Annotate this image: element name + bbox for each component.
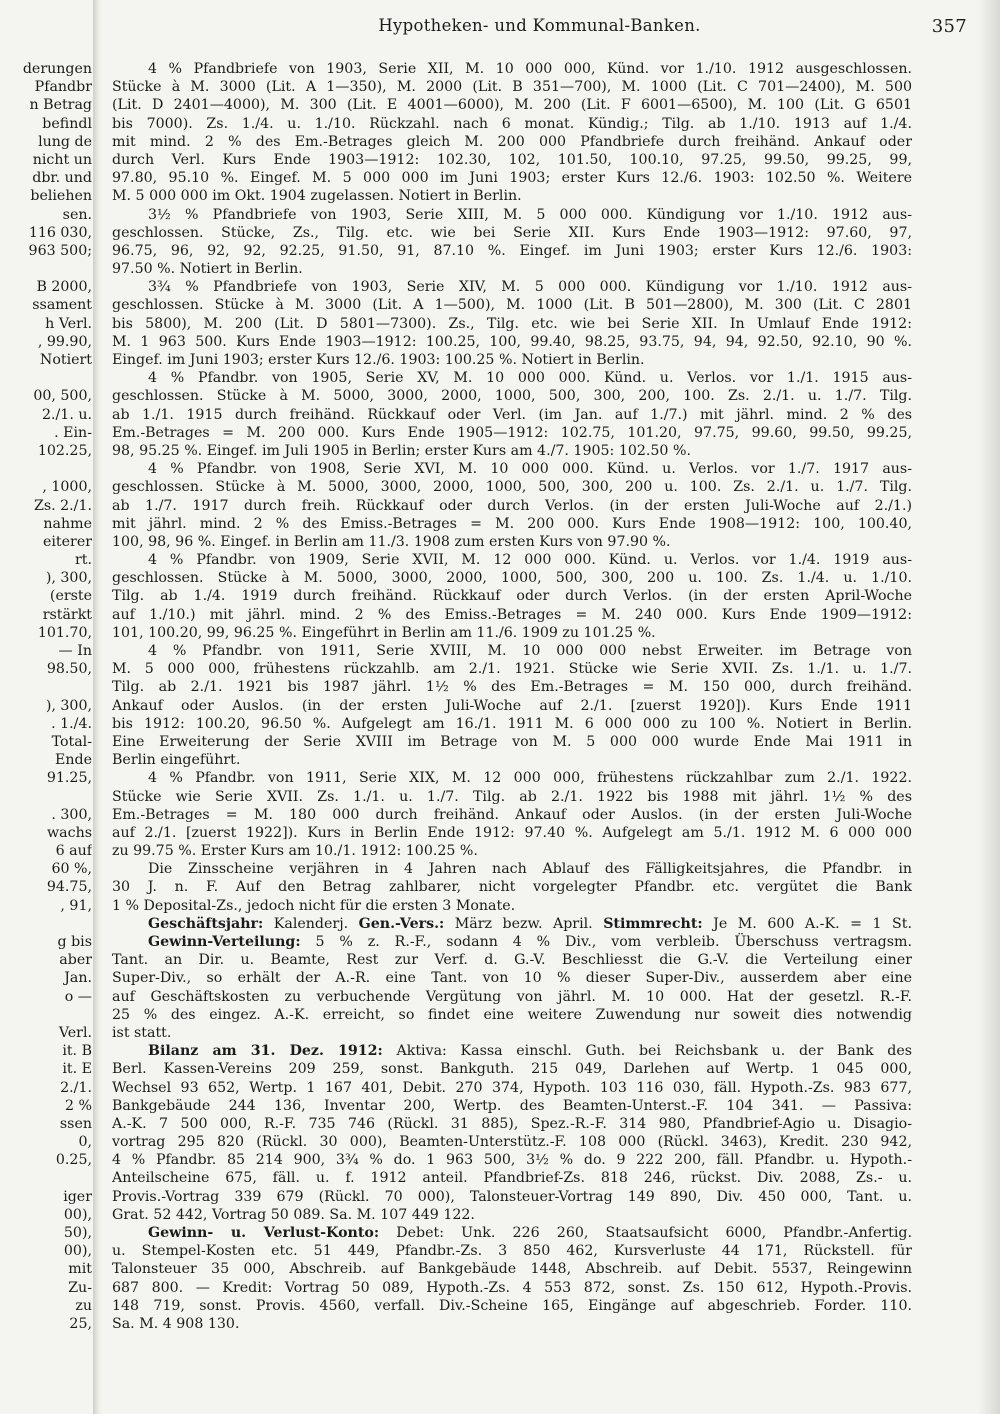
left-fragment-line: 6 auf (55, 843, 92, 860)
left-fragment-line: 50), (63, 1225, 92, 1241)
left-fragment-line: , 91, (60, 897, 92, 914)
text-run: Aktiva: Kassa einschl. Guth. bei Reichsbank u. der Bank des (382, 1043, 912, 1060)
text-line: geschlossen. Stücke à M. 5000, 3000, 2000, 1000, 500, 300, 200, 100. Zs. 2./1. u. 1./7. Tilg. (112, 388, 912, 405)
text-line: 4 % Pfandbr. von 1908, Serie XVI, M. 10 000 000. Künd. u. Verlos. vor 1./7. 1917 aus- (148, 461, 912, 478)
left-fragment-line: 98.50, (46, 661, 92, 678)
left-fragment-line (0, 260, 92, 278)
left-fragment-line: n Betrag (29, 97, 92, 114)
text-line: Die Zinsscheine verjähren in 4 Jahren nach Ablauf des Fälligkeitsjahres, die Pfandbr. in (148, 861, 912, 878)
text-line: Bankgebäude 244 136, Inventar 200, Wertp. des Beamten-Unterst.-F. 104 341. — Passiva: (112, 1097, 912, 1114)
text-line: M. 5 000 000, frühestens rückzahlb. am 2./1. 1921. Stücke wie Serie XVII. Zs. 1./1. u. 1./7. (112, 661, 912, 678)
left-fragment-line: it. B (62, 1043, 92, 1060)
text-line: 3½ % Pfandbriefe von 1903, Serie XIII, M. 5 000 000. Kündigung vor 1./10. 1912 aus- (148, 206, 912, 223)
section-heading: Gewinn- u. Verlust-Konto: (148, 1225, 380, 1241)
text-line: bis 5800), M. 200 (Lit. D 5801—7300). Zs., Tilg. etc. wie bei Serie XII. In Umlauf Ende 1912: (112, 315, 912, 332)
text-line: M. 1 963 500. Kurs Ende 1903—1912: 100.25, 100, 99.40, 98.25, 93.75, 94, 94, 92.50, 92.10, 90 %. (112, 333, 912, 350)
text-line: Em.-Betrages = M. 200 000. Kurs Ende 1905—1912: 102.75, 101.20, 97.75, 99.60, 99.50, 99.25, (112, 424, 912, 441)
text-line: vortrag 295 820 (Rückl. 30 000), Beamten-Unterstütz.-F. 108 000 (Rückl. 3463), Kredit. 230 942, (112, 1134, 912, 1151)
left-fragment-line: Total- (51, 733, 92, 750)
left-fragment-line (0, 1169, 92, 1187)
text-line: Stücke wie Serie XVII. Zs. 1./1. u. 1./7. Tilg. ab 2./1. 1922 bis 1988 mit jährl. 1½ % des (112, 788, 912, 805)
section-heading: Bilanz am 31. Dez. 1912: (148, 1043, 383, 1060)
text-line: M. 5 000 000 im Okt. 1904 zugelassen. Notiert in Berlin. (112, 188, 522, 205)
left-fragment-line (0, 460, 92, 478)
left-fragment-line: 2./1. (60, 1079, 92, 1096)
text-line: mit mind. 2 % des Em.-Betrages gleich M. 200 000 Pfandbriefe durch freihänd. Ankauf oder (112, 133, 912, 150)
text-line: 98, 95.25 %. Eingef. im Juli 1905 in Berlin; erster Kurs am 4./7. 1905: 102.50 %. (112, 442, 691, 459)
left-fragment-line: — In (58, 643, 92, 659)
text-line (112, 933, 912, 951)
left-fragment-line: . Ein- (54, 424, 92, 441)
text-line: 100, 98, 96 %. Eingef. in Berlin am 11./3. 1908 zum ersten Kurs von 97.90 %. (112, 533, 671, 550)
text-line: auf 2./1. [zuerst 1922]). Kurs in Berlin Ende 1912: 97.40 %. Aufgelegt am 5./1. 1912 M. 6 000 000 (112, 824, 912, 841)
text-line: Ankauf oder Auslos. (in der ersten Juli-Woche auf 2./1. [zuerst 1920]). Kurs Ende 1911 (112, 697, 912, 714)
text-line: geschlossen. Stücke à M. 5000, 3000, 2000, 1000, 500, 300, 200 u. 100. Zs. 2./1. u. 1./7. Tilg. (112, 479, 912, 496)
text-line: Talonsteuer 35 000, Abschreib. auf Bankgebäude 1448, Abschreib. auf Debit. 5537, Reingewinn (112, 1261, 912, 1278)
left-fragment-line: 00), (63, 1243, 92, 1260)
text-line: geschlossen. Stücke à M. 3000 (Lit. A 1—500), M. 1000 (Lit. B 501—2800), M. 300 (Lit. C 2801 (112, 297, 912, 314)
left-fragment-line: 00, 500, (33, 388, 92, 405)
left-fragment-line: ), 300, (45, 570, 92, 587)
left-fragment-line: h Verl. (45, 315, 92, 332)
text-line: (Lit. D 2401—4000), M. 300 (Lit. E 4001—6000), M. 200 (Lit. F 6001—6500), M. 100 (Lit. G 6501 (112, 97, 912, 114)
section-heading: Stimmrecht: (603, 915, 703, 932)
left-fragment-line (0, 915, 92, 933)
text-line: 97.80, 95.10 %. Eingef. M. 5 000 000 im Juni 1903; erster Kurs 12./6. 1903: 102.50 %. Weitere (112, 170, 912, 187)
text-line: 97.50 %. Notiert in Berlin. (112, 261, 303, 278)
text-line: 4 % Pfandbr. 85 214 900, 3¾ % do. 1 963 500, 3½ % do. 9 222 200, fäll. Pfandbr. u. Hypoth.- (112, 1152, 912, 1169)
left-page-fragments (0, 60, 92, 1333)
text-line: Sa. M. 4 908 130. (112, 1315, 240, 1332)
left-fragment-line: g bis (57, 934, 92, 950)
page-number: 357 (931, 16, 967, 37)
left-fragment-line: Notiert (39, 352, 92, 368)
text-line: 4 % Pfandbr. von 1911, Serie XVIII, M. 10 000 000 nebst Erweiter. im Betrage von (148, 643, 912, 659)
left-fragment-line: 102.25, (37, 442, 92, 459)
text-line: geschlossen. Stücke à M. 5000, 3000, 2000, 1000, 500, 300, 200 u. 100. Zs. 1./4. u. 1./10. (112, 570, 912, 587)
text-line: auf 1./10.) mit jährl. mind. 2 % des Emiss.-Betrages = M. 240 000. Kurs Ende 1909—1912: (112, 606, 912, 623)
text-line: Super-Div., so erhält der A.-R. eine Tant. von 10 % dieser Super-Div., ausserdem aber eine (112, 970, 912, 987)
left-fragment-line: o — (64, 988, 92, 1005)
left-fragment-line: Zu- (68, 1279, 92, 1296)
text-line: u. Stempel-Kosten etc. 51 449, Pfandbr.-Zs. 3 850 462, Kursverluste 44 171, Rückstell. für (112, 1243, 912, 1260)
text-line: 96.75, 96, 92, 92, 92.25, 91.50, 91, 87.10 %. Eingef. im Juni 1903; erster Kurs 12./6. 1903: (112, 242, 912, 259)
left-fragment-line: zu (75, 1297, 92, 1314)
text-line: 30 J. n. F. Auf den Betrag zahlbarer, nicht vorgelegter Pfandbr. etc. vergütet die Bank (112, 879, 912, 896)
section-heading: Gen.-Vers.: (358, 915, 445, 932)
text-line: Grat. 52 442, Vortrag 50 089. Sa. M. 107 449 122. (112, 1206, 475, 1223)
left-fragment-line: 116 030, (28, 224, 92, 241)
section-heading: Gewinn-Verteilung: (148, 934, 301, 950)
text-line: Wechsel 93 652, Wertp. 1 167 401, Debit. 270 374, Hypoth. 103 116 030, fäll. Hypoth.-Zs. 983 677, (112, 1079, 912, 1096)
text-line: 25 % des eingez. A.-K. erreicht, so findet eine weitere Zuwendung nur soweit dies notwendig (112, 1006, 912, 1023)
text-run: Je M. 600 A.-K. = 1 St. (702, 915, 912, 932)
text-line: ist statt. (112, 1024, 172, 1041)
left-fragment-line: aber (59, 952, 92, 969)
left-fragment-line: ), 300, (45, 697, 92, 714)
left-fragment-line: (erste (49, 588, 92, 605)
left-fragment-line: 2 % (64, 1097, 92, 1114)
left-fragment-line: 0, (78, 1134, 92, 1151)
left-fragment-line: derungen (22, 61, 92, 77)
left-fragment-line: 60 %, (51, 861, 92, 878)
left-fragment-line: . 300, (51, 806, 92, 823)
text-line: Provis.-Vortrag 339 679 (Rückl. 70 000), Talonsteuer-Vortrag 149 890, Div. 450 000, Tant. u. (112, 1188, 912, 1205)
page-title: Hypotheken- und Kommunal-Banken. (378, 16, 701, 35)
left-fragment-line: . 1./4. (51, 715, 92, 732)
left-fragment-line: lung de (38, 133, 92, 150)
text-line: Tilg. ab 2./1. 1921 bis 1987 jährl. 1½ % des Em.-Betrages = M. 150 000, durch freihänd. (112, 679, 912, 696)
text-line: 4 % Pfandbr. von 1909, Serie XVII, M. 12 000 000. Künd. u. Verlos. vor 1./4. 1919 aus- (148, 552, 912, 569)
left-fragment-line: wachs (47, 824, 92, 841)
left-fragment-line: befindl (42, 115, 92, 132)
page-gutter-shadow (93, 0, 103, 1414)
text-run: Debet: Unk. 226 260, Staatsaufsicht 6000, Pfandbr.-Anfertig. (379, 1225, 912, 1241)
left-fragment-line: 91.25, (46, 770, 92, 787)
left-fragment-line: ssament (32, 297, 92, 314)
left-fragment-line (0, 678, 92, 696)
left-fragment-line: iger (63, 1188, 92, 1205)
text-line: bis 1912: 100.20, 96.50 %. Aufgelegt am 16./1. 1911 M. 6 000 000 zu 100 %. Notiert in Berlin. (112, 715, 912, 732)
left-fragment-line: , 1000, (42, 479, 92, 496)
left-fragment-line: Jan. (64, 970, 92, 987)
left-fragment-line (0, 1006, 92, 1024)
left-fragment-line (0, 788, 92, 806)
text-line: Em.-Betrages = M. 180 000 durch freihänd. Ankauf oder Auslos. (in der ersten Juli-Woche (112, 806, 912, 823)
main-text-column (112, 60, 912, 1333)
left-fragment-line: ssen (59, 1115, 92, 1132)
left-fragment-line: dbr. und (32, 170, 92, 187)
left-fragment-line: Ende (55, 752, 92, 769)
text-line: Eingef. im Juni 1903; erster Kurs 12./6. 1903: 100.25 %. Notiert in Berlin. (112, 352, 645, 368)
text-line: auf Geschäftskosten zu verbuchende Vergütung von jährl. M. 10 000. Hat der gesetzl. R.-F. (112, 988, 912, 1005)
left-fragment-line: B 2000, (36, 279, 92, 296)
text-line (112, 1042, 912, 1060)
left-fragment-line: beliehen (30, 188, 92, 205)
text-line: 3¾ % Pfandbriefe von 1903, Serie XIV, M. 5 000 000. Kündigung vor 1./10. 1912 aus- (148, 279, 912, 296)
left-fragment-line: rstärkt (42, 606, 92, 623)
text-line: A.-K. 7 500 000, R.-F. 735 746 (Rückl. 31 885), Spez.-R.-F. 314 980, Pfandbrief-Agio u. Disagio- (112, 1115, 912, 1132)
left-fragment-line: Verl. (58, 1024, 92, 1041)
page-header (112, 16, 967, 42)
text-run: März bezw. April. (444, 915, 604, 932)
text-line: geschlossen. Stücke, Zs., Tilg. etc. wie bei Serie XII. Kurs Ende 1903—1912: 97.60, 97, (112, 224, 912, 241)
text-line: Tant. an Dir. u. Beamte, Rest zur Verf. d. G.-V. Beschliesst die G.-V. die Verteilung einer (112, 952, 912, 969)
left-fragment-line: it. E (62, 1061, 92, 1078)
page-edge-shadow (978, 0, 1000, 1414)
text-line: ab 1./1. 1915 durch freihänd. Rückkauf oder Verl. (im Jan. auf 1./7.) mit jährl. mind. 2 % des (112, 406, 912, 423)
left-fragment-line: , 99.90, (37, 333, 92, 350)
text-line: 687 800. — Kredit: Vortrag 50 089, Hypoth.-Zs. 4 553 872, sonst. Zs. 150 612, Hypoth.-Provis. (112, 1279, 912, 1296)
left-fragment-line: Zs. 2./1. (33, 497, 92, 514)
left-fragment-line: Pfandbr (34, 79, 92, 96)
left-fragment-line: mit (68, 1261, 92, 1278)
text-line: durch Verl. Kurs Ende 1903—1912: 102.30, 102, 101.50, 100.10, 97.25, 99.50, 99.25, 99, (112, 151, 912, 168)
left-fragment-line: 00), (63, 1206, 92, 1223)
text-line: 4 % Pfandbr. von 1905, Serie XV, M. 10 000 000. Künd. u. Verlos. vor 1./1. 1915 aus- (148, 370, 912, 387)
text-line: Eine Erweiterung der Serie XVIII im Betrage von M. 5 000 000 wurde Ende Mai 1911 in (112, 733, 912, 750)
left-fragment-line: 101.70, (37, 624, 92, 641)
section-heading: Geschäftsjahr: (148, 915, 264, 932)
text-line (112, 915, 912, 933)
text-line: Stücke à M. 3000 (Lit. A 1—350), M. 2000 (Lit. B 351—700), M. 1000 (Lit. C 701—2400), M. 500 (112, 79, 912, 96)
text-line: Berl. Kassen-Vereins 209 259, sonst. Bankguth. 215 049, Darlehen auf Wertp. 1 045 000, (112, 1061, 912, 1078)
text-line: 4 % Pfandbr. von 1911, Serie XIX, M. 12 000 000, frühestens rückzahlbar zum 2./1. 1922. (148, 770, 912, 787)
left-fragment-line: sen. (62, 206, 92, 223)
text-line: zu 99.75 %. Erster Kurs am 10./1. 1912: 100.25 %. (112, 843, 478, 860)
text-run: 5 % z. R.-F., sodann 4 % Div., vom verbleib. Überschuss vertragsm. (300, 934, 912, 950)
left-fragment-line: nicht un (32, 151, 92, 168)
text-line: mit jährl. mind. 2 % des Emiss.-Betrages = M. 200 000. Kurs Ende 1908—1912: 100, 100.40, (112, 515, 912, 532)
text-run: Kalenderj. (263, 915, 359, 932)
left-fragment-line: 0.25, (55, 1152, 92, 1169)
left-fragment-line: 25, (69, 1315, 92, 1332)
text-line: 101, 100.20, 99, 96.25 %. Eingeführt in Berlin am 11./6. 1909 zu 101.25 %. (112, 624, 656, 641)
text-line: 4 % Pfandbriefe von 1903, Serie XII, M. 10 000 000, Künd. vor 1./10. 1912 ausgeschlossen. (148, 61, 912, 77)
left-fragment-line (0, 369, 92, 387)
text-line: Berlin eingeführt. (112, 752, 241, 769)
text-line: ab 1./7. 1917 durch freih. Rückkauf oder durch Verlos. (in der ersten Juli-Woche auf 2./1.) (112, 497, 912, 514)
text-line: Anteilscheine 675, fäll. u. f. 1912 anteil. Pfandbrief-Zs. 818 246, rückst. Div. 2088, Zs.- u. (112, 1170, 912, 1187)
left-fragment-line: nahme (43, 515, 92, 532)
left-fragment-line: 2./1. u. (41, 406, 92, 423)
text-line: bis 7000). Zs. 1./4. u. 1./10. Rückzahl. nach 6 monat. Kündig.; Tilg. ab 1./10. 1913 auf 1./4. (112, 115, 912, 132)
left-fragment-line: 963 500; (28, 242, 92, 259)
left-fragment-line: rt. (75, 552, 92, 569)
text-line: Tilg. ab 1./4. 1919 durch freihänd. Rückkauf oder durch Verlos. (in der ersten April-Woche (112, 588, 912, 605)
left-fragment-line: 94.75, (46, 879, 92, 896)
text-line (112, 1224, 912, 1242)
left-fragment-line: eiterer (43, 533, 92, 550)
text-line: 148 719, sonst. Provis. 4560, verfall. Div.-Scheine 165, Eingänge auf abgeschrieb. Forder. 110. (112, 1297, 912, 1314)
text-line: 1 % Deposital-Zs., jedoch nicht für die ersten 3 Monate. (112, 897, 516, 914)
